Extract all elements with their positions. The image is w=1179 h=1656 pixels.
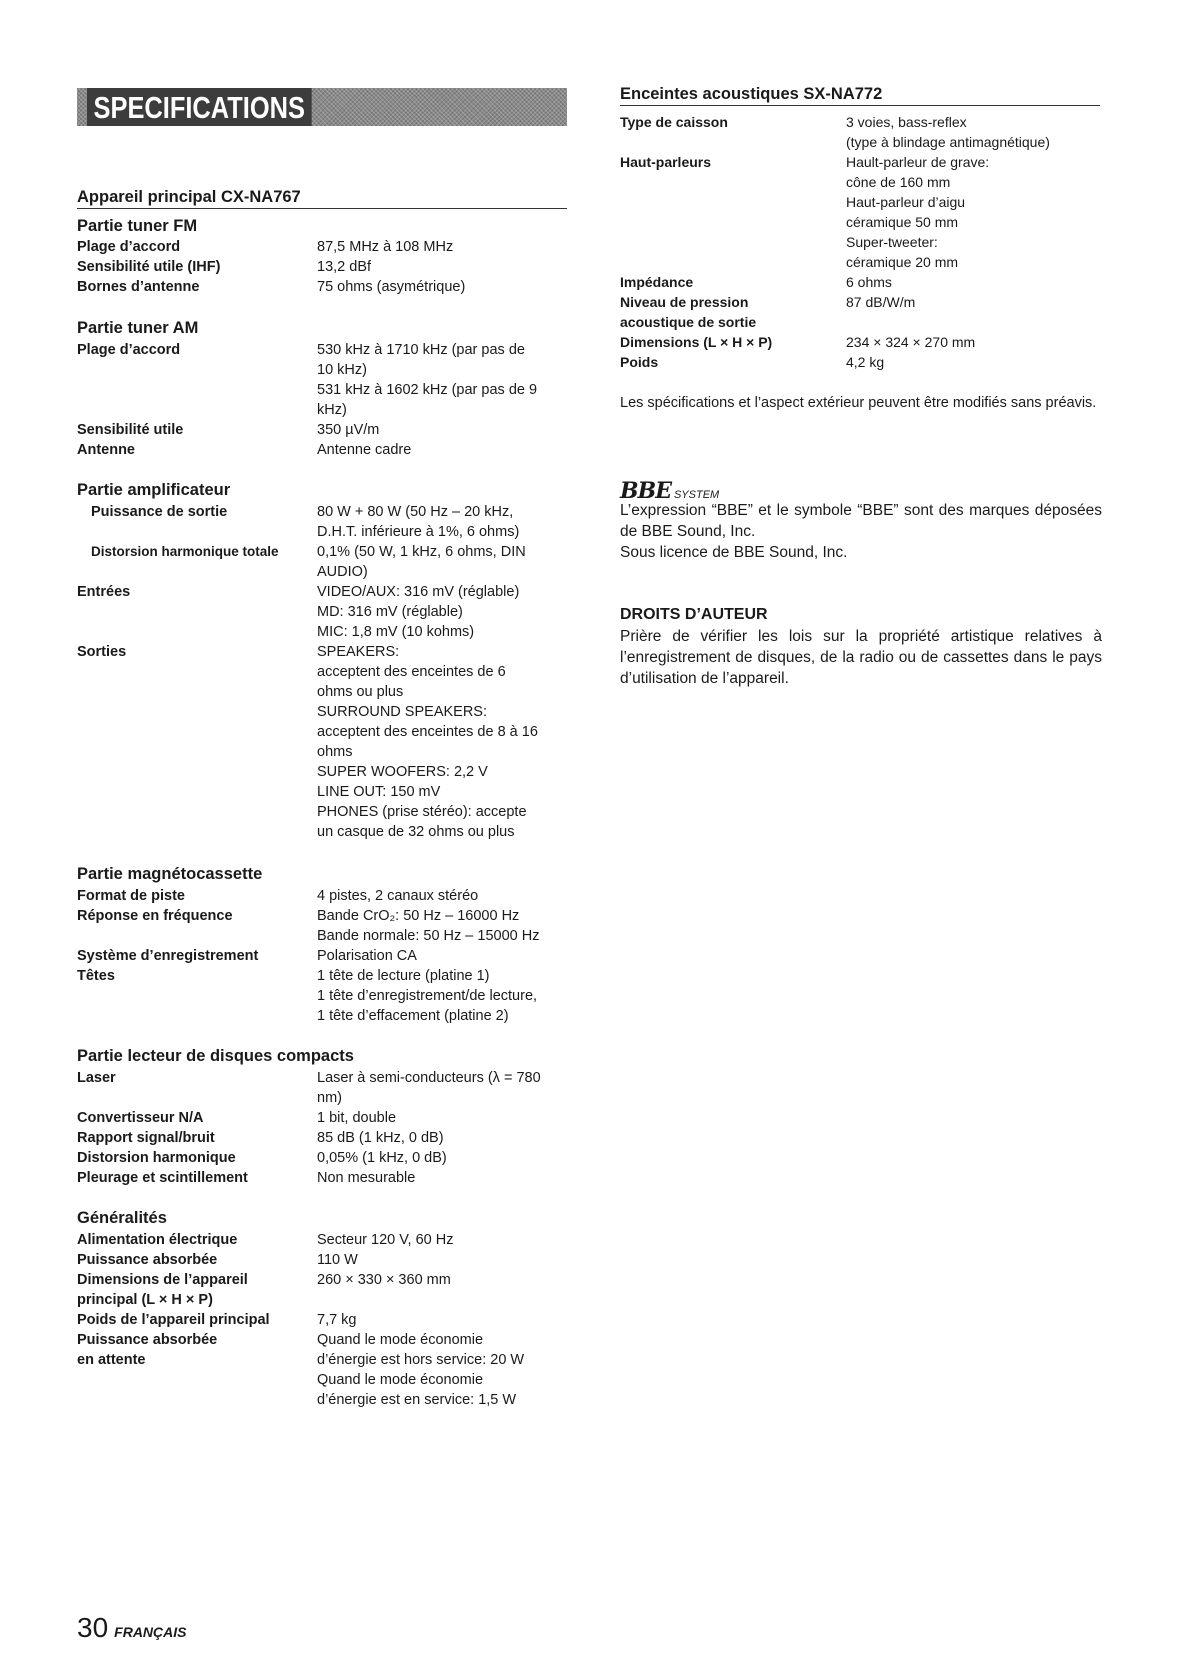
spec-label: Distorsion harmonique totale xyxy=(91,544,279,559)
spec-value: acceptent des enceintes de 6 xyxy=(317,664,506,680)
spec-value: Quand le mode économie xyxy=(317,1372,484,1388)
spec-label: Distorsion harmonique xyxy=(77,1150,236,1166)
spec-value: 13,2 dBf xyxy=(317,259,372,275)
spec-value: 531 kHz à 1602 kHz (par pas de 9 xyxy=(317,382,538,398)
spec-value: 1 tête d’effacement (platine 2) xyxy=(317,1008,509,1024)
spec-value: 234 × 324 × 270 mm xyxy=(846,334,976,350)
spec-value: 260 × 330 × 360 mm xyxy=(317,1272,451,1288)
spec-value: Laser à semi-conducteurs (λ = 780 xyxy=(317,1070,541,1086)
spec-label: Dimensions (L × H × P) xyxy=(620,334,773,350)
spec-label: Poids xyxy=(620,354,659,370)
spec-value: LINE OUT: 150 mV xyxy=(317,784,441,800)
bbe-logo-mark: BBE xyxy=(620,478,671,504)
spec-value: AUDIO) xyxy=(317,564,368,580)
spec-value: Antenne cadre xyxy=(317,442,412,458)
spec-label: Rapport signal/bruit xyxy=(77,1130,215,1146)
page-number: 30 xyxy=(77,1612,109,1643)
spec-label: Système d’enregistrement xyxy=(77,948,259,964)
bbe-license-text: Sous licence de BBE Sound, Inc. xyxy=(620,544,848,561)
spec-label: en attente xyxy=(77,1352,146,1368)
spec-value: PHONES (prise stéréo): accepte xyxy=(317,804,527,820)
speakers-title: Enceintes acoustiques SX-NA772 xyxy=(620,84,1100,106)
spec-value: Bande CrO₂: 50 Hz – 16000 Hz xyxy=(317,908,520,924)
banner-title: SPECIFICATIONS xyxy=(87,88,312,126)
spec-label: Sensibilité utile xyxy=(77,422,184,438)
language-label: FRANÇAIS xyxy=(114,1624,187,1640)
spec-value: 0,05% (1 kHz, 0 dB) xyxy=(317,1150,447,1166)
spec-value: kHz) xyxy=(317,402,347,418)
specs-note: Les spécifications et l’aspect extérieur peuvent être modifiés sans préavis. xyxy=(620,395,1097,411)
am-section-title: Partie tuner AM xyxy=(77,319,199,337)
spec-value: SPEAKERS: xyxy=(317,644,400,660)
spec-value: VIDEO/AUX: 316 mV (réglable) xyxy=(317,584,520,600)
spec-value: céramique 20 mm xyxy=(846,254,959,270)
spec-value: acceptent des enceintes de 8 à 16 xyxy=(317,724,538,740)
spec-value: SURROUND SPEAKERS: xyxy=(317,704,488,720)
spec-value: 350 µV/m xyxy=(317,422,380,438)
spec-value: 4,2 kg xyxy=(846,354,885,370)
spec-value: MD: 316 mV (réglable) xyxy=(317,604,463,620)
page-footer xyxy=(77,1612,187,1644)
spec-label: Haut-parleurs xyxy=(620,154,712,170)
spec-label: Poids de l’appareil principal xyxy=(77,1312,270,1328)
spec-value: Hault-parleur de grave: xyxy=(846,154,990,170)
spec-label: Puissance absorbée xyxy=(77,1252,218,1268)
fm-section-title: Partie tuner FM xyxy=(77,217,198,235)
spec-value: Bande normale: 50 Hz – 15000 Hz xyxy=(317,928,540,944)
spec-label: Type de caisson xyxy=(620,114,728,130)
spec-label: Dimensions de l’appareil xyxy=(77,1272,248,1288)
spec-value: 6 ohms xyxy=(846,274,892,290)
spec-value: céramique 50 mm xyxy=(846,214,959,230)
spec-value: Secteur 120 V, 60 Hz xyxy=(317,1232,454,1248)
spec-label: Bornes d’antenne xyxy=(77,279,200,295)
cd-section-title: Partie lecteur de disques compacts xyxy=(77,1047,354,1065)
spec-value: ohms xyxy=(317,744,353,760)
spec-value: 87,5 MHz à 108 MHz xyxy=(317,239,454,255)
spec-value: Non mesurable xyxy=(317,1170,416,1186)
main-unit-title: Appareil principal CX-NA767 xyxy=(77,187,567,209)
spec-value: d’énergie est hors service: 20 W xyxy=(317,1352,525,1368)
bbe-trademark-text: L’expression “BBE” et le symbole “BBE” sont des marques déposées de BBE Sound, Inc. xyxy=(620,502,1102,540)
spec-value: 110 W xyxy=(317,1252,358,1268)
spec-label: Réponse en fréquence xyxy=(77,908,233,924)
spec-label: principal (L × H × P) xyxy=(77,1292,213,1308)
spec-value: 7,7 kg xyxy=(317,1312,357,1328)
spec-label: Sensibilité utile (IHF) xyxy=(77,259,221,275)
spec-value: D.H.T. inférieure à 1%, 6 ohms) xyxy=(317,524,520,540)
spec-value: ohms ou plus xyxy=(317,684,404,700)
amp-section-title: Partie amplificateur xyxy=(77,481,231,499)
spec-value: SUPER WOOFERS: 2,2 V xyxy=(317,764,488,780)
spec-label: Puissance absorbée xyxy=(77,1332,218,1348)
copyright-text: Prière de vérifier les lois sur la propriété artistique relatives à l’enregistrement de disques, de la radio ou de cassettes dans le pays d’utilisation de l’appareil. xyxy=(620,628,1102,687)
general-section-title: Généralités xyxy=(77,1209,167,1227)
spec-label: Têtes xyxy=(77,968,115,984)
spec-label: Plage d’accord xyxy=(77,342,181,358)
spec-value: 1 tête de lecture (platine 1) xyxy=(317,968,490,984)
spec-label: Entrées xyxy=(77,584,131,600)
spec-label: Plage d’accord xyxy=(77,239,181,255)
bbe-logo-sub: SYSTEM xyxy=(673,489,720,501)
spec-value: 87 dB/W/m xyxy=(846,294,916,310)
spec-value: 1 bit, double xyxy=(317,1110,397,1126)
spec-value: 4 pistes, 2 canaux stéréo xyxy=(317,888,479,904)
spec-label: Sorties xyxy=(77,644,127,660)
spec-label: Impédance xyxy=(620,274,694,290)
spec-label: Niveau de pression xyxy=(620,294,749,310)
spec-label: Laser xyxy=(77,1070,116,1086)
spec-label: Alimentation électrique xyxy=(77,1232,238,1248)
spec-value: 80 W + 80 W (50 Hz – 20 kHz, xyxy=(317,504,514,520)
spec-value: MIC: 1,8 mV (10 kohms) xyxy=(317,624,475,640)
tape-section-title: Partie magnétocassette xyxy=(77,865,263,883)
spec-value: 1 tête d’enregistrement/de lecture, xyxy=(317,988,538,1004)
spec-value: Super-tweeter: xyxy=(846,234,938,250)
spec-value: 10 kHz) xyxy=(317,362,367,378)
spec-label: Antenne xyxy=(77,442,135,458)
spec-label: Puissance de sortie xyxy=(91,504,228,520)
spec-value: Haut-parleur d’aigu xyxy=(846,194,966,210)
spec-value: Quand le mode économie xyxy=(317,1332,484,1348)
spec-label: acoustique de sortie xyxy=(620,314,757,330)
spec-value: nm) xyxy=(317,1090,342,1106)
spec-value: Polarisation CA xyxy=(317,948,417,964)
spec-value: 3 voies, bass-reflex xyxy=(846,114,967,130)
spec-value: 85 dB (1 kHz, 0 dB) xyxy=(317,1130,444,1146)
spec-value: cône de 160 mm xyxy=(846,174,951,190)
spec-value: 0,1% (50 W, 1 kHz, 6 ohms, DIN xyxy=(317,544,526,560)
spec-label: Convertisseur N/A xyxy=(77,1110,204,1126)
spec-value: un casque de 32 ohms ou plus xyxy=(317,824,515,840)
spec-value: 530 kHz à 1710 kHz (par pas de xyxy=(317,342,525,358)
copyright-title: DROITS D’AUTEUR xyxy=(620,606,768,623)
spec-label: Format de piste xyxy=(77,888,185,904)
spec-label: Pleurage et scintillement xyxy=(77,1170,248,1186)
spec-value: d’énergie est en service: 1,5 W xyxy=(317,1392,517,1408)
spec-value: (type à blindage antimagnétique) xyxy=(846,134,1050,150)
specifications-banner xyxy=(77,88,567,126)
spec-value: 75 ohms (asymétrique) xyxy=(317,279,466,295)
